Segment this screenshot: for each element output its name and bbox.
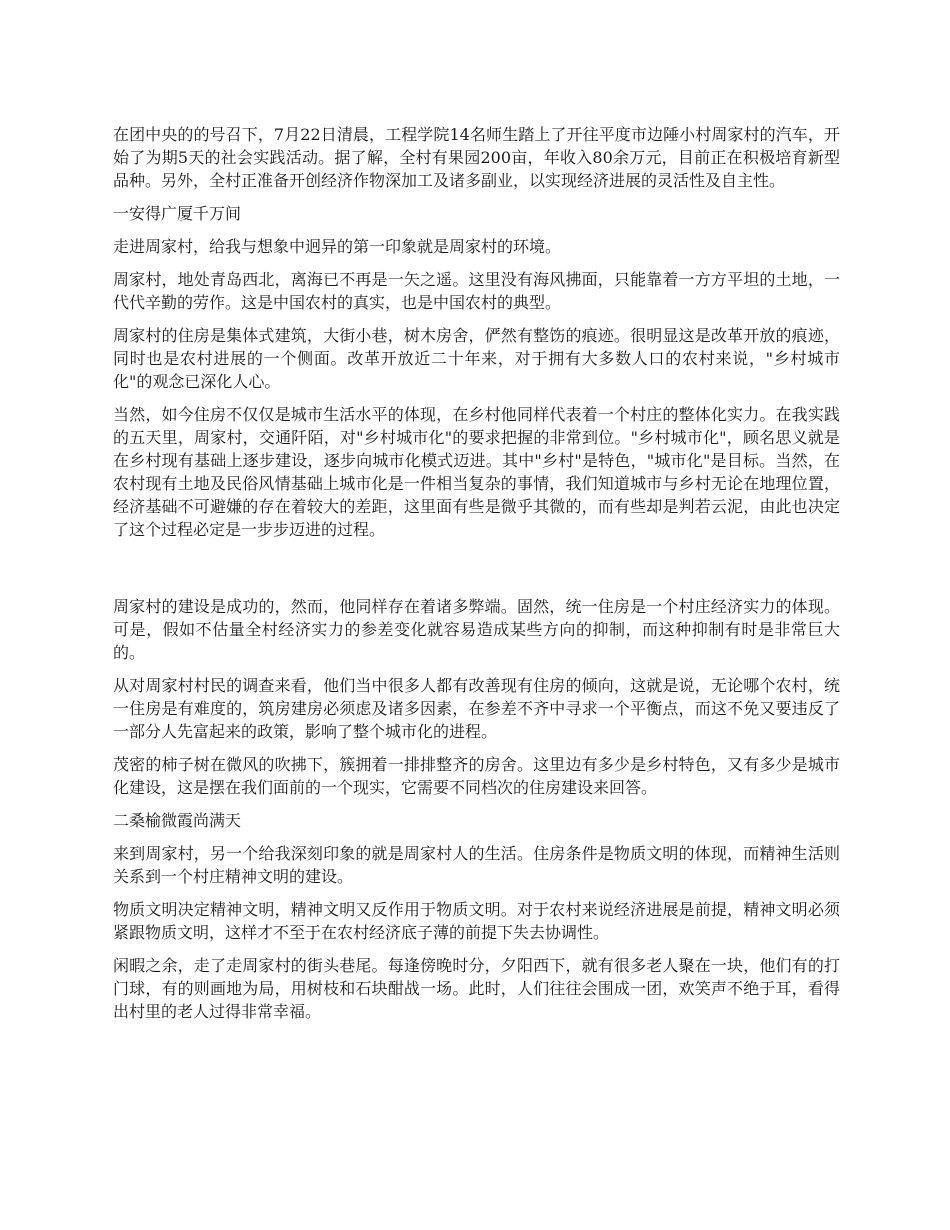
para-housing: 周家村的住房是集体式建筑，大街小巷，树木房舍，俨然有整饬的痕迹。很明显这是改革开放的痕迹，同时也是农村进展的一个侧面。改革开放近二十年来，对于拥有大多数人口的农村来说，"乡村城市化"的观念已深化人心。: [113, 326, 840, 391]
section-heading-2: 二桑榆微霞尚满天: [113, 811, 242, 830]
para-elders: 闲暇之余，走了走周家村的街头巷尾。每逢傍晚时分，夕阳西下，就有很多老人聚在一块，他们有的打门球，有的则画地为局，用树枝和石块酣战一场。此时，人们往往会围成一团，欢笑声不绝于耳，看得出村里的老人过得非常幸福。: [113, 956, 840, 1021]
para-persimmon: 茂密的柿子树在微风的吹拂下，簇拥着一排排整齐的房舍。这里边有多少是乡村特色，又有多少是城市化建设，这是摆在我们面前的一个现实，它需要不同档次的住房建设来回答。: [113, 755, 840, 797]
para-life: 来到周家村，另一个给我深刻印象的就是周家村人的生活。住房条件是物质文明的体现，而精神生活则关系到一个村庄精神文明的建设。: [113, 844, 840, 886]
para-urbanization: 当然，如今住房不仅仅是城市生活水平的体现，在乡村他同样代表着一个村庄的整体化实力。在我实践的五天里，周家村，交通阡陌，对"乡村城市化"的要求把握的非常到位。"乡村城市化"，顾名思义就是在乡村现有基础上逐步建设，逐步向城市化模式迈进。其中"乡村"是特色，"城市化"是目标。当然，在农村现有土地及民俗风情基础上城市化是一件相当复杂的事情，我们知道城市与乡村无论在地理位置，经济基础不可避嫌的存在着较大的差距，这里面有些是微乎其微的，而有些却是判若云泥，由此也决定了这个过程必定是一步步迈进的过程。: [113, 405, 840, 539]
para-drawbacks: 周家村的建设是成功的，然而，他同样存在着诸多弊端。固然，统一住房是一个村庄经济实力的体现。可是，假如不估量全村经济实力的参差变化就容易造成某些方向的抑制，而这种抑制有时是非常巨大的。: [113, 597, 840, 662]
section-heading-1: 一安得广厦千万间: [113, 204, 242, 223]
para-intro: 在团中央的的号召下，7月22日清晨，工程学院14名师生踏上了开往平度市边陲小村周家村的汽车，开始了为期5天的社会实践活动。据了解，全村有果园200亩，年收入80余万元，目前正在积极培育新型品种。另外，全村正准备开创经济作物深加工及诸多副业，以实现经济进展的灵活性及自主性。: [113, 125, 840, 190]
para-survey: 从对周家村村民的调查来看，他们当中很多人都有改善现有住房的倾向，这就是说，无论哪个农村，统一住房是有难度的，筑房建房必须虑及诸多因素，在参差不齐中寻求一个平衡点，而这不免又要违反了一部分人先富起来的政策，影响了整个城市化的进程。: [113, 676, 840, 741]
para-location: 周家村，地处青岛西北，离海已不再是一矢之遥。这里没有海风拂面，只能靠着一方方平坦的土地，一代代辛勤的劳作。这是中国农村的真实，也是中国农村的典型。: [113, 270, 840, 312]
para-first-impression: 走进周家村，给我与想象中迥异的第一印象就是周家村的环境。: [113, 237, 562, 256]
para-civilization: 物质文明决定精神文明，精神文明又反作用于物质文明。对于农村来说经济进展是前提，精神文明必须紧跟物质文明，这样才不至于在农村经济底子薄的前提下失去协调性。: [113, 900, 840, 942]
blank-gap: [113, 551, 840, 595]
document-body: [113, 123, 840, 1033]
